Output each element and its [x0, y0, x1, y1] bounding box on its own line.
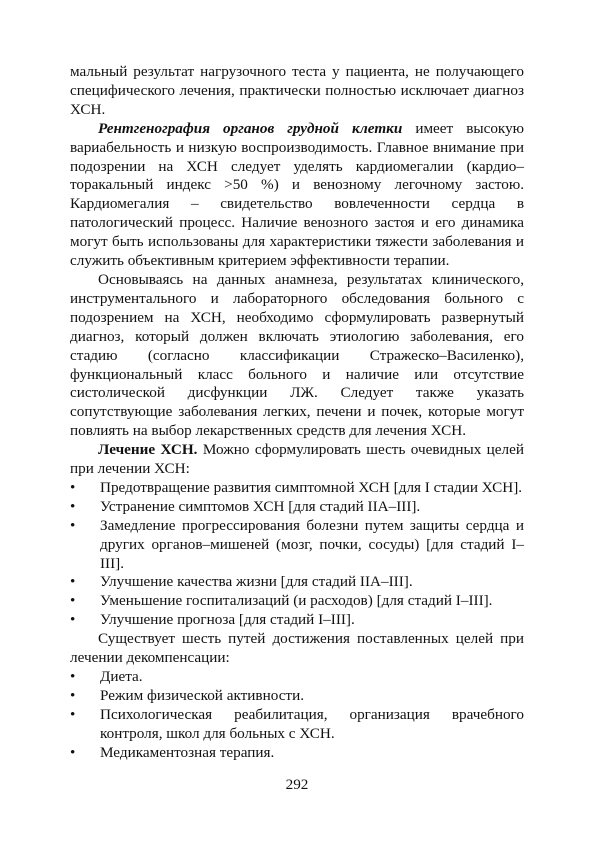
radiography-text: имеет высокую вариабельность и низкую воспроизводимость. Главное внимание при подозрении на ХСН следует уделять кардиомегалии (кардио–торакальный индекс >50 %) и венозному легочному застою. Кардиомегалия – свидетельство вовлеченности сердца в патологический процесс. Наличие венозного застоя и его динамика могут быть использованы для характеристики тяжести заболевания и служить объективным критерием эффективности терапии.: [70, 119, 525, 270]
list-item: • Устранение симптомов ХСН [для стадий IIA–III].: [70, 497, 421, 515]
paragraph-treatment: [70, 441, 524, 479]
bullet-marker: •: [70, 497, 76, 515]
list-item: • Уменьшение госпитализаций (и расходов) [для стадий I–III].: [70, 592, 493, 610]
list-item: • Режим физической активности.: [70, 686, 304, 704]
list-item: • Психологическая реабилитация, организация врачебного контроля, школ для больных с ХСН.: [70, 705, 524, 742]
list-item: • Улучшение прогноза [для стадий I–III].: [70, 611, 355, 629]
list-item: • Замедление прогрессирования болезни путем защиты сердца и других органов–мишеней (мозг, почки, сосуды) [для стадий I–III].: [70, 516, 524, 572]
paragraph-ways: Существует шесть путей достижения поставленных целей при лечении декомпенсации:: [70, 630, 524, 667]
bullet-marker: •: [70, 705, 76, 723]
radiography-heading: Рентгенография органов грудной клетки: [98, 119, 403, 137]
bullet-marker: •: [70, 516, 76, 534]
list-item: • Предотвращение развития симптомной ХСН [для I стадии ХСН].: [70, 478, 523, 496]
list-item: • Диета.: [70, 668, 143, 685]
page-number: 292: [285, 776, 309, 793]
bullet-marker: •: [70, 478, 76, 496]
paragraph-test-result: мальный результат нагрузочного теста у пациента, не получающего специфического лечения, практически полностью исключает диагноз ХСН.: [70, 63, 524, 118]
bullet-marker: •: [70, 592, 76, 610]
bullet-marker: •: [70, 668, 76, 685]
goals-list: [70, 479, 524, 630]
paragraph-diagnosis: Основываясь на данных анамнеза, результатах клинического, инструментального и лабораторного обследования больного с подозрением на ХСН, необходимо сформулировать развернутый диагноз, который должен включать этиологию заболевания, его стадию (согласно классификации Стражеско–Василенко), функциональный класс больного и наличие или отсутствие систолической дисфункции ЛЖ. Следует также указать сопутствующие заболевания легких, печени и почек, которые могут повлиять на выбор лекарственных средств для лечения ХСН.: [70, 270, 524, 440]
treatment-text: Можно сформулировать шесть очевидных целей при лечении ХСН:: [70, 441, 524, 478]
bullet-marker: •: [70, 611, 76, 629]
bullet-marker: •: [70, 573, 76, 591]
treatment-heading: Лечение ХСН.: [98, 441, 198, 459]
bullet-marker: •: [70, 743, 76, 761]
list-item: • Медикаментозная терапия.: [70, 743, 275, 761]
list-item: • Улучшение качества жизни [для стадий IIA–III].: [70, 573, 413, 591]
bullet-marker: •: [70, 686, 76, 704]
ways-list: [70, 668, 524, 763]
paragraph-radiography: [70, 120, 524, 271]
